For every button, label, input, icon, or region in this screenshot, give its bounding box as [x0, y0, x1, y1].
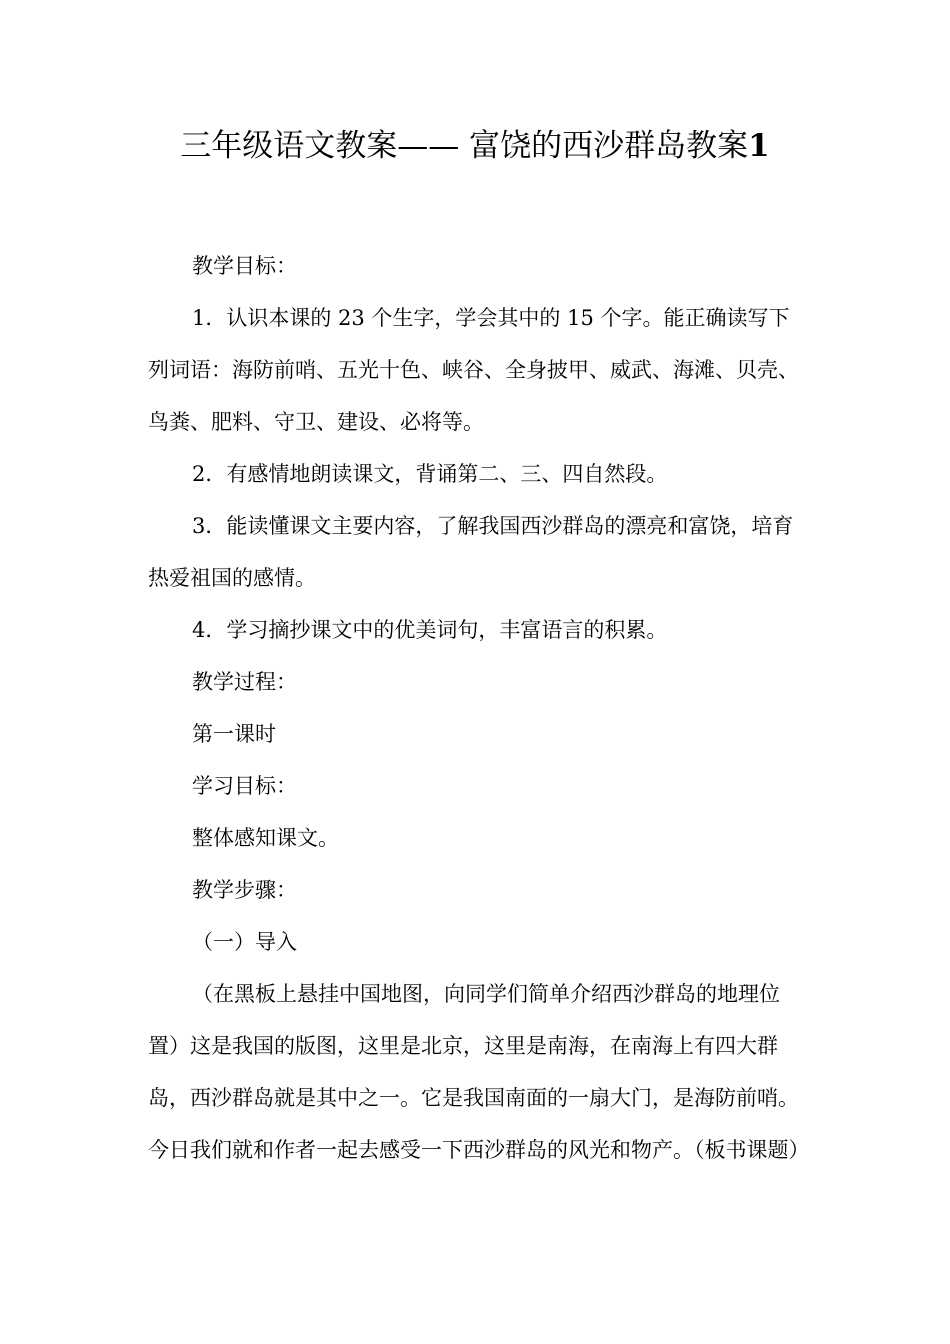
title-text: 三年级语文教案—— 富饶的西沙群岛教案: [180, 128, 749, 164]
goal-item-3: 3．能读懂课文主要内容，了解我国西沙群岛的漂亮和富饶，培育热爱祖国的感情。: [148, 514, 794, 590]
document-title: [0, 124, 950, 168]
heading-teaching-goals: 教学目标：: [192, 254, 297, 278]
heading-teaching-steps: 教学步骤：: [192, 878, 297, 902]
document-body: [148, 240, 808, 1176]
goal-item-4: 4．学习摘抄课文中的优美词句，丰富语言的积累。: [192, 618, 668, 642]
step-introduction: （一）导入: [192, 930, 297, 954]
goal-item-2: 2．有感情地朗读课文，背诵第二、三、四自然段。: [192, 462, 668, 486]
goal-item-1: 1．认识本课的 23 个生字，学会其中的 15 个字。能正确读写下列词语：海防前哨、五光十色、峡谷、全身披甲、威武、海滩、贝壳、鸟粪、肥料、守卫、建设、必将等。: [148, 306, 799, 434]
lesson-period: 第一课时: [192, 722, 276, 746]
title-number: 1: [748, 128, 770, 164]
heading-learning-goals: 学习目标：: [192, 774, 297, 798]
heading-teaching-process: 教学过程：: [192, 670, 297, 694]
introduction-text: （在黑板上悬挂中国地图，向同学们简单介绍西沙群岛的地理位置）这是我国的版图，这里是北京，这里是南海，在南海上有四大群岛，西沙群岛就是其中之一。它是我国南面的一扇大门，是海防前哨。今日我们就和作者一起去感受一下西沙群岛的风光和物产。（板书课题）: [148, 982, 810, 1162]
learning-goal-text: 整体感知课文。: [192, 826, 339, 850]
